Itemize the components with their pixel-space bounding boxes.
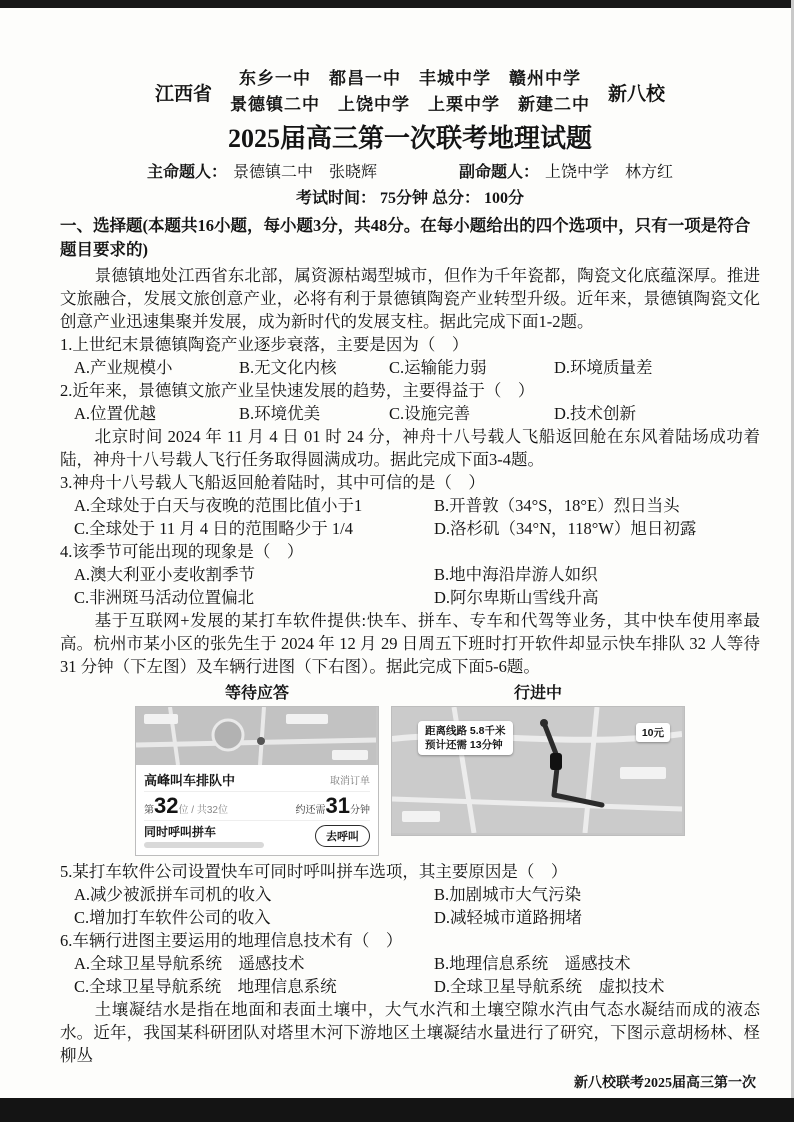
question-4: [60, 540, 760, 609]
q1-option-c: C.运输能力弱: [389, 358, 487, 377]
q3-option-d: D.洛杉矶（34°N，118°W）旭日初露: [434, 519, 697, 538]
q5-option-b: B.加剧城市大气污染: [434, 885, 582, 904]
section-1-heading: 一、选择题(本题共16小题，每小题3分，共48分。在每小题给出的四个选项中，只有一项是符合题目要求的): [60, 216, 751, 259]
rank-prefix: 第: [144, 805, 154, 816]
exam-title: 2025届高三第一次联考地理试题: [227, 124, 592, 153]
exam-content: [60, 66, 760, 1067]
q1-option-b: B.无文化内核: [239, 358, 337, 377]
scan-edge-bottom: [0, 1098, 794, 1122]
passage-4: 土壤凝结水是指在地面和表面土壤中，大气水汽和土壤空隙水汽由气态水凝结而成的液态水。近年，我国某科研团队对塔里木河下游地区土壤凝结水量进行了研究，下图示意胡杨林、柽柳丛: [60, 1000, 760, 1065]
passage-3: 基于互联网+发展的某打车软件提供:快车、拼车、专车和代驾等业务，其中快车使用率最高。杭州市某小区的张先生于 2024 年 12 月 29 日周五下班时打开软件却显示快车排队 32 人等待 31 分钟（下左图）及车辆行进图（下右图）。据此完成下面5-6题。: [60, 611, 760, 676]
q2-option-b: B.环境优美: [239, 404, 321, 423]
schools-row1: 东乡一中 都昌一中 丰城中学 赣州中学: [239, 69, 581, 88]
q4-options-row2: [60, 586, 760, 609]
question-5: [60, 860, 760, 929]
q4-option-c: C.非洲斑马活动位置偏北: [74, 588, 255, 607]
queue-header-row: [144, 768, 370, 791]
waiting-figure: [135, 682, 379, 856]
queue-title: 高峰叫车排队中: [144, 773, 236, 788]
carpool-option: [144, 823, 264, 848]
province-label: 江西省: [154, 83, 212, 105]
q4-stem: 4.该季节可能出现的现象是（ ）: [60, 542, 304, 561]
question-6: [60, 929, 760, 998]
q2-option-c: C.设施完善: [389, 404, 471, 423]
eta-text: 预计还需 13分钟: [425, 739, 503, 751]
figure-block: [60, 682, 760, 856]
q1-option-a: A.产业规模小: [74, 358, 173, 377]
question-2: [60, 379, 760, 425]
waiting-map-roads: [136, 707, 376, 765]
question-1: [60, 333, 760, 379]
ride-app-screenshot: [135, 706, 379, 856]
q5-option-d: D.减轻城市道路拥堵: [434, 908, 583, 927]
scan-edge-top: [0, 0, 794, 8]
q2-options: [60, 402, 760, 425]
q6-options-row2: [60, 975, 760, 998]
q4-option-a: A.澳大利亚小麦收割季节: [74, 565, 256, 584]
school-list: [230, 66, 590, 118]
q3-option-a: A.全球处于白天与夜晚的范围比值小于1: [74, 496, 363, 515]
page-footer-text: 新八校联考2025届高三第一次: [574, 1076, 756, 1091]
vice-proposer-label: 副命题人：: [459, 164, 540, 181]
q4-option-b: B.地中海沿岸游人如织: [434, 565, 598, 584]
master-proposer-value: 景德镇二中 张晓辉: [232, 164, 377, 181]
rank-suffix: 位 / 共32位: [178, 805, 228, 816]
q2-option-d: D.技术创新: [554, 404, 637, 423]
q1-option-d: D.环境质量差: [554, 358, 653, 377]
passage-2: 北京时间 2024 年 11 月 4 日 01 时 24 分，神舟十八号载人飞船返回舱在东风着陆场成功着陆，神舟十八号载人飞行任务取得圆满成功。据此完成下面3-4题。: [60, 427, 760, 469]
waiting-figure-caption: 等待应答: [224, 685, 289, 702]
proposers-line: [60, 160, 760, 186]
exam-time-score: 考试时间： 75分钟 总分： 100分: [295, 190, 524, 207]
waiting-map: [136, 707, 378, 765]
q2-stem: 2.近年来，景德镇文旅产业呈快速发展的趋势，主要得益于（ ）: [60, 381, 535, 400]
wait-number: 31: [325, 793, 350, 818]
q6-options-row1: [60, 952, 760, 975]
q5-option-a: A.减少被派拼车司机的收入: [74, 885, 272, 904]
navigation-map: [391, 706, 685, 836]
q3-option-c: C.全球处于 11 月 4 日的范围略少于 1/4: [74, 519, 353, 538]
cancel-order-button: 取消订单: [330, 776, 370, 787]
q6-option-d: D.全球卫星导航系统 虚拟技术: [434, 977, 665, 996]
school-group-label: 新八校: [608, 83, 666, 105]
q3-options-row2: [60, 517, 760, 540]
wait-suffix: 分钟: [350, 805, 370, 816]
q5-options-row2: [60, 906, 760, 929]
driving-figure: [391, 682, 685, 836]
queue-panel: [136, 765, 378, 855]
question-3: [60, 471, 760, 540]
schools-row2: 景德镇二中 上饶中学 上栗中学 新建二中: [230, 95, 590, 114]
passage-1: 景德镇地处江西省东北部，属资源枯竭型城市，但作为千年瓷都，陶瓷文化底蕴深厚。推进文旅融合，发展文旅创意产业，必将有利于景德镇陶瓷产业转型升级。近年来，景德镇陶瓷文化创意产业迅速集聚并发展，成为新时代的发展支柱。据此完成下面1-2题。: [60, 266, 760, 331]
proposer-gap: [383, 160, 453, 186]
q6-stem: 6.车辆行进图主要运用的地理信息技术有（ ）: [60, 931, 403, 950]
q2-option-a: A.位置优越: [74, 404, 157, 423]
driving-figure-caption: 行进中: [513, 685, 562, 702]
q6-option-a: A.全球卫星导航系统 遥感技术: [74, 954, 305, 973]
call-carpool-button: 去呼叫: [315, 825, 370, 847]
q3-stem: 3.神舟十八号载人飞船返回舱着陆时，其中可信的是（ ）: [60, 473, 485, 492]
q4-option-d: D.阿尔卑斯山雪线升高: [434, 588, 599, 607]
distance-text: 距离线路 5.8千米: [425, 725, 506, 737]
q6-option-b: B.地理信息系统 遥感技术: [434, 954, 631, 973]
eta-tooltip: [418, 721, 513, 755]
queue-stats-row: [144, 791, 370, 821]
wait-prefix: 约还需: [295, 805, 326, 816]
q5-option-c: C.增加打车软件公司的收入: [74, 908, 271, 927]
price-badge: 10元: [636, 723, 670, 742]
carpool-row: [144, 821, 370, 850]
q6-option-c: C.全球卫星导航系统 地理信息系统: [74, 977, 337, 996]
q1-stem: 1.上世纪末景德镇陶瓷产业逐步衰落，主要是因为（ ）: [60, 335, 469, 354]
car-marker: [550, 753, 562, 770]
vice-proposer-value: 上饶中学 林方红: [545, 164, 674, 181]
carpool-label: 同时呼叫拼车: [144, 825, 217, 839]
q5-options-row1: [60, 883, 760, 906]
carpool-subtext-blur: [144, 842, 264, 848]
q4-options-row1: [60, 563, 760, 586]
q3-options-row1: [60, 494, 760, 517]
q3-option-b: B.开普敦（34°S，18°E）烈日当头: [434, 496, 680, 515]
master-proposer-label: 主命题人：: [146, 164, 227, 181]
header-schools: [60, 66, 760, 118]
q1-options: [60, 356, 760, 379]
q5-stem: 5.某打车软件公司设置快车可同时呼叫拼车选项，其主要原因是（ ）: [60, 862, 568, 881]
rank-number: 32: [154, 793, 179, 818]
